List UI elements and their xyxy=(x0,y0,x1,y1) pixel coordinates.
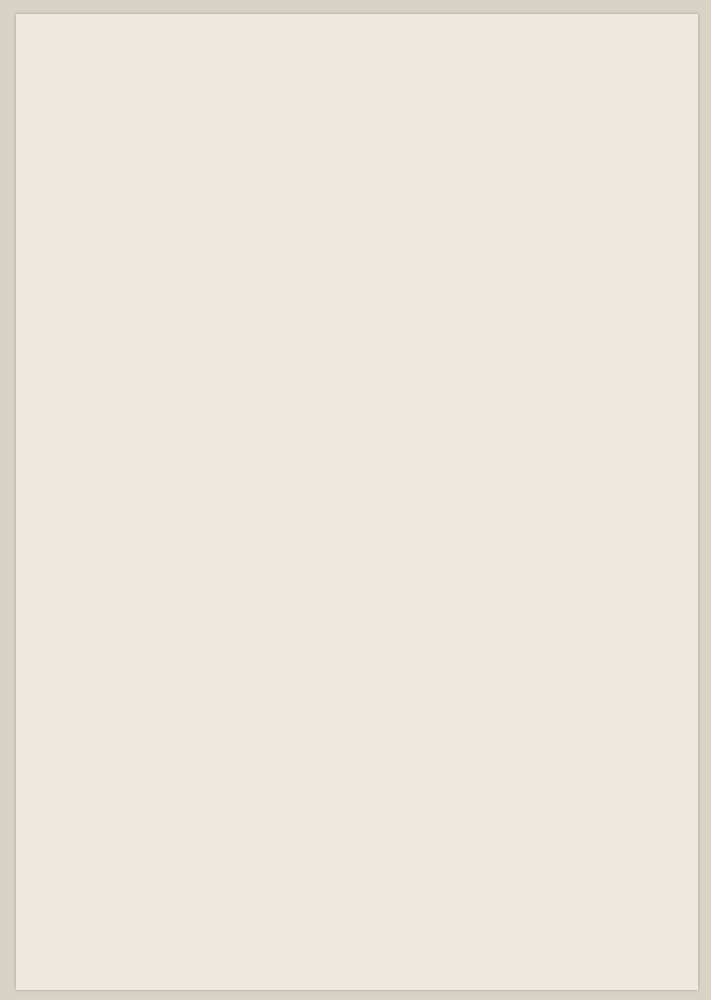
document-page xyxy=(16,14,698,990)
